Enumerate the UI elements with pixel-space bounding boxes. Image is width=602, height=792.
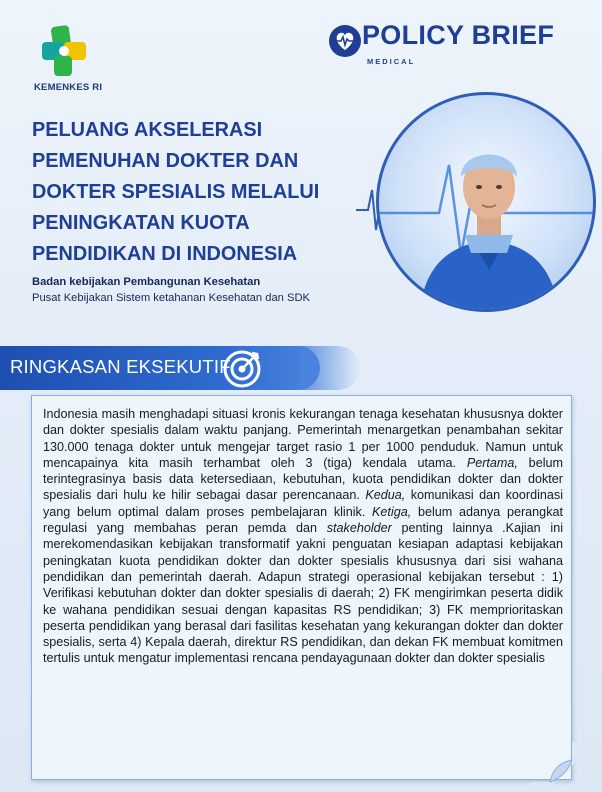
organization-unit: Pusat Kebijakan Sistem ketahanan Kesehatan dan SDK xyxy=(32,292,311,304)
doctor-photo xyxy=(376,92,596,312)
document-title xyxy=(32,114,342,269)
title-line: DOKTER SPESIALIS MELALUI xyxy=(32,180,320,203)
summary-emphasis: stakeholder xyxy=(326,521,392,536)
summary-emphasis: Pertama, xyxy=(466,455,518,470)
summary-text: belum terintegrasinya basis data ketersediaan, kebutuhan, kuota pendidikan dokter dan dokter spesialis dari hulu ke hilir sebagai dasar perencanaan. xyxy=(43,455,563,503)
title-line: PENDIDIKAN DI INDONESIA xyxy=(32,242,298,265)
page-curl-decoration xyxy=(530,742,580,786)
summary-emphasis: Ketiga, xyxy=(372,504,412,519)
summary-text: Indonesia masih menghadapi situasi kronis kekurangan tenaga kesehatan khususnya dokter dan dokter spesialis dalam waktu panjang. Pemerintah menargetkan penambahan sekitar 130.000 tenaga dokter untuk mengejar target rasio 1 per 1000 penduduk. Namun untuk mencapainya kita masih terhambat oleh 3 (tiga) kendala utama. xyxy=(43,407,563,470)
title-line: PELUANG AKSELERASI xyxy=(32,118,263,141)
executive-summary-text xyxy=(43,406,563,667)
kemenkes-logo-icon xyxy=(38,22,90,78)
brief-title: POLICY BRIEF xyxy=(362,20,555,50)
organization-name: Badan kebijakan Pembangunan Kesehatan xyxy=(32,276,261,288)
title-line: PEMENUHAN DOKTER DAN xyxy=(32,149,299,172)
summary-emphasis: Kedua, xyxy=(365,488,406,503)
summary-text: penting lainnya .Kajian ini merekomendasikan kebijakan transformatif yakni penguatan kesiapan adaptasi kebijakan peningkatan kuota pendidikan dokter dan dokter spesialis khususnya dari sisi wahana pendidikan dan pemerintah daerah. Adapun strategi operasional kebijakan tersebut : 1) Verifikasi kebutuhan dokter dan dokter spesialis di daerah; 2) FK mengirimkan peserta didik ke wahana pendidikan sesuai dengan kapasitas RS pendidikan; 3) FK memprioritaskan peserta pendidikan yang berasal dari fasilitas kesehatan yang kekurangan dokter dan dokter spesialis, serta 4) Kepala daerah, direktur RS pendidikan, dan dekan FK membuat komitmen tertulis untuk mengatur implementasi rencana pendayagunaan dokter dan dokter spesialis xyxy=(43,521,564,666)
logo-label: KEMENKES RI xyxy=(34,82,103,93)
summary-text: belum adanya perangkat regulasi yang membahas peran pemda dan xyxy=(43,504,563,536)
section-title: RINGKASAN EKSEKUTIF xyxy=(10,356,231,377)
heart-ecg-badge-icon xyxy=(328,24,362,58)
section-ribbon-fade xyxy=(300,346,360,390)
brief-subtitle: MEDICAL xyxy=(367,57,416,66)
summary-text: komunikasi dan koordinasi yang belum optimal dalam proses pembelajaran klinik. xyxy=(43,488,564,519)
title-line: PENINGKATAN KUOTA xyxy=(32,211,250,234)
target-arrow-icon xyxy=(222,349,262,389)
